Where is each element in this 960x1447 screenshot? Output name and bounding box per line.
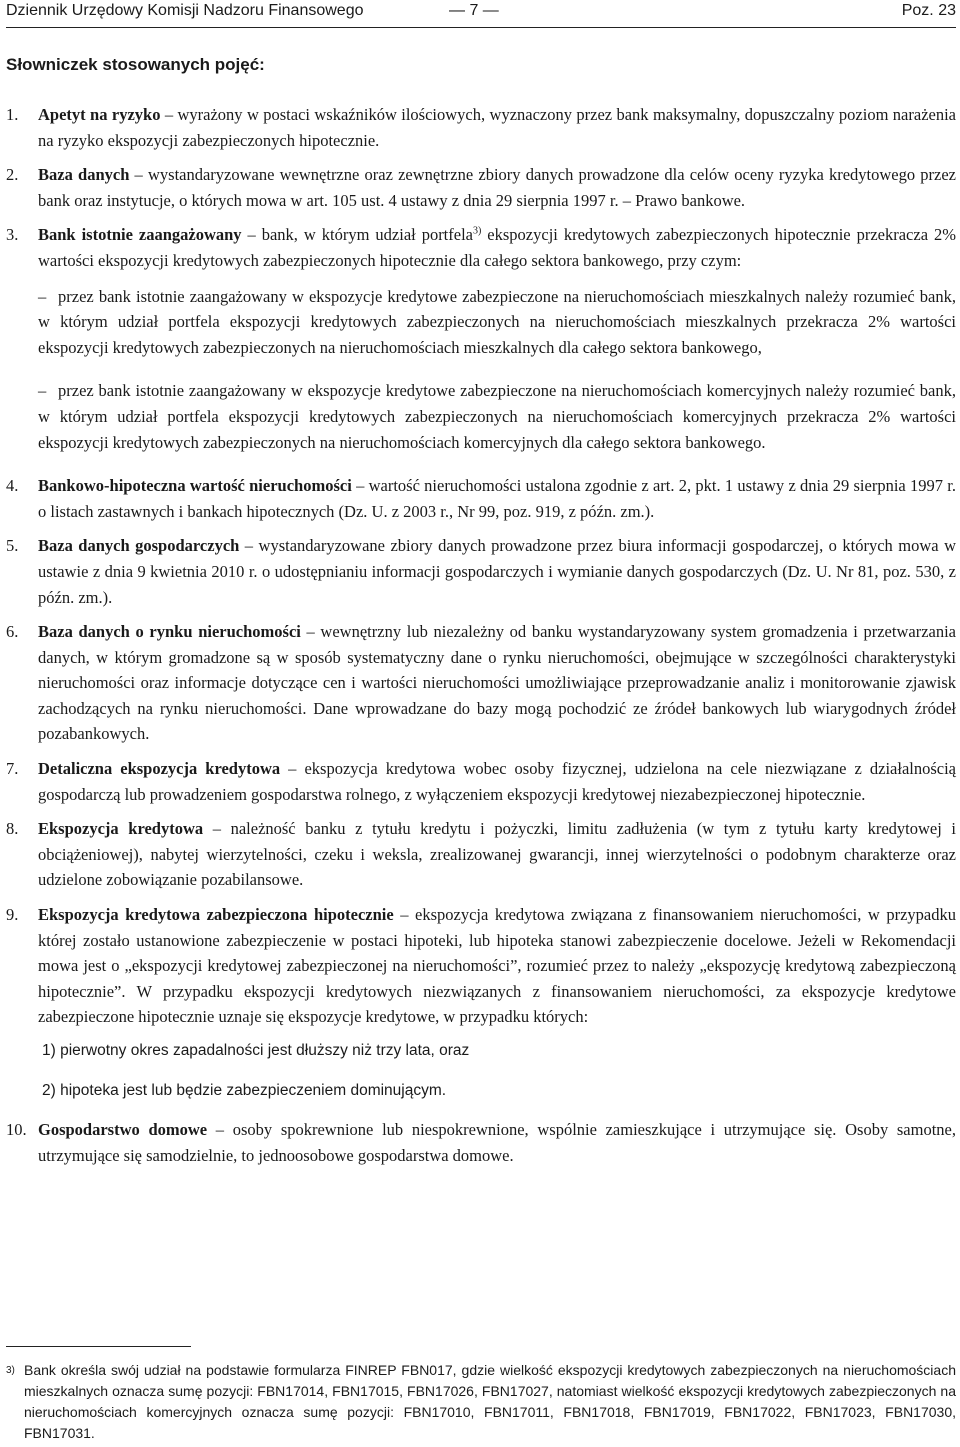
definition-item — [6, 756, 956, 807]
term: Apetyt na ryzyko — [38, 105, 161, 124]
item-number: 4. — [6, 476, 19, 496]
item-number: 2. — [6, 165, 19, 185]
definition-item — [6, 102, 956, 153]
term: Detaliczna ekspozycja kredytowa — [38, 759, 281, 779]
item-number: 3. — [6, 225, 19, 245]
item-number: 10. — [6, 1120, 27, 1140]
term: Gospodarstwo domowe — [38, 1120, 208, 1140]
term: Ekspozycja kredytowa zabezpieczona hipotecznie — [38, 905, 394, 925]
definition-item — [6, 222, 956, 455]
footnote-text: Bank określa swój udział na podstawie formularza FINREP FBN017, gdzie wielkość ekspozycji kredytowych zabezpieczonych na nieruchomościach mieszkalnych oznacza sumę pozycji: FBN17014, FBN17015, FBN17026, FBN17027, natomiast wielkość ekspozycji kredytowych zabezpieczonych na nieruchomościach komercyjnych oznacza sumę pozycji: FBN17010, FBN17011, FBN17018, FBN17019, FBN17022, FBN17023, FBN17030, FBN17031. — [24, 1362, 956, 1441]
section-title: Słowniczek stosowanych pojęć: — [6, 55, 265, 74]
page-number: — 7 — — [449, 2, 499, 19]
journal-title: Dziennik Urzędowy Komisji Nadzoru Finansowego — [6, 2, 364, 19]
definition-text: – należność banku z tytułu kredytu i pożyczki, limitu zadłużenia (w tym z tytułu karty kredytowej i obciążeniowej), nabytej wierzytelności, czeku i weksla, zrealizowanej gwarancji, innej wierzytelności o podobnym charakterze oraz udzielone zobowiązanie pozabilansowe. — [38, 819, 956, 890]
page-header — [6, 0, 956, 28]
definition-item — [6, 816, 956, 893]
dash-mark: – — [38, 286, 47, 306]
list-item-text: przez bank istotnie zaangażowany w ekspozycje kredytowe zabezpieczone na nieruchomościach komercyjnych należy rozumieć bank, w którym udział portfela ekspozycji kredytowych zabezpieczonych na nieruchomościach komercyjnych przekracza 2% wartości ekspozycji kredytowych zabezpieczonych na nieruchomościach komercyjnych dla całego sektora bankowego. — [38, 381, 956, 452]
dash-mark: – — [38, 381, 47, 401]
term: Bankowo-hipoteczna wartość nieruchomości — [38, 476, 352, 496]
item-number: 9. — [6, 905, 19, 925]
term: Baza danych o rynku nieruchomości — [38, 622, 301, 642]
term: Baza danych — [38, 165, 130, 185]
definition-text: – ekspozycja kredytowa związana z finansowaniem nieruchomości, w przypadku której zostało ustanowione zabezpieczenie w postaci hipoteki, lub hipoteka stanowi zabezpieczenie docelowe. Jeżeli w Rekomendacji mowa jest o „ekspozycji kredytowej zabezpieczonej na nieruchomości”, rozumieć przez to należy „ekspozycję kredytową zabezpieczoną hipotecznie”. W przypadku ekspozycji kredytowych niezwiązanych z finansowaniem nieruchomości, za ekspozycje kredytowe zabezpieczone hipotecznie uznaje się ekspozycje kredytowe, w przypadku których: — [38, 905, 956, 1027]
footnote-reference[interactable]: 3) — [473, 225, 482, 237]
list-item — [38, 378, 956, 455]
definition-text: – wewnętrzny lub niezależny od banku wystandaryzowany system gromadzenia i przetwarzania danych, w którym gromadzone są w sposób systematyczny dane o rynku nieruchomości, obejmujące w szczególności charakterystyki nieruchomości oraz informacje dotyczące cen i wartości nieruchomości umożliwiające przeprowadzanie analiz i monitorowanie zjawisk zachodzących na rynku nieruchomości. Dane wprowadzane do bazy mogą pochodzić ze źródeł bankowych lub wiarygodnych źródeł pozabankowych. — [38, 622, 956, 744]
dash-list — [38, 284, 956, 456]
term: Bank istotnie zaangażowany — [38, 225, 242, 245]
definitions-list — [6, 102, 956, 1177]
definition-item — [6, 473, 956, 524]
definition-item — [6, 162, 956, 213]
position-number: Poz. 23 — [901, 2, 956, 19]
definition-text: – ekspozycja kredytowa wobec osoby fizycznej, udzielona na cele niezwiązane z działalnością gospodarczą lub prowadzeniem gospodarstwa rolnego, z wyłączeniem ekspozycji kredytowej niezabezpieczonej hipotecznie. — [38, 759, 957, 804]
item-number: 8. — [6, 819, 19, 839]
definition-text: – wystandaryzowane wewnętrzne oraz zewnętrzne zbiory danych prowadzone dla celów oceny ryzyka kredytowego przez bank oraz instytucje, o których mowa w art. 105 ust. 4 ustawy z dnia 29 sierpnia 1997 r. – Prawo bankowe. — [38, 165, 956, 210]
definition-item — [6, 902, 956, 1103]
definition-text: – osoby spokrewnione lub niespokrewnione, wspólnie zamieszkujące i utrzymujące się. Osoby samotne, utrzymujące się samodzielnie, to jednoosobowe gospodarstwa domowe. — [38, 1120, 956, 1165]
footnote — [6, 1360, 956, 1444]
item-number: 7. — [6, 759, 19, 779]
definition-item — [6, 619, 956, 747]
definition-text: ekspozycji kredytowych zabezpieczonych hipotecznie przekracza 2% wartości ekspozycji kredytowych zabezpieczonych hipotecznie dla całego sektora bankowego, przy czym: — [38, 225, 956, 270]
definition-text: – wyrażony w postaci wskaźników ilościowych, wyznaczony przez bank maksymalny, dopuszczalny poziom narażenia na ryzyko ekspozycji zabezpieczonych hipotecznie. — [38, 105, 957, 150]
list-item-text: przez bank istotnie zaangażowany w ekspozycje kredytowe zabezpieczone na nieruchomościach mieszkalnych należy rozumieć bank, w którym udział portfela ekspozycji kredytowych zabezpieczonych na nieruchomościach mieszkalnych przekracza 2% wartości ekspozycji kredytowych zabezpieczonych na nieruchomościach mieszkalnych dla całego sektora bankowego, — [38, 286, 956, 357]
term: Ekspozycja kredytowa — [38, 819, 204, 839]
item-number: 1. — [6, 105, 19, 124]
definition-text: – bank, w którym udział portfela — [241, 225, 473, 245]
footnote-mark: 3) — [6, 1365, 15, 1376]
definition-item — [6, 1117, 956, 1168]
definition-text: – wystandaryzowane zbiory danych prowadzone przez biura informacji gospodarczej, o których mowa w ustawie z dnia 9 kwietnia 2010 r. o udostępnianiu informacji gospodarczych i wymianie danych gospodarczych (Dz. U. Nr 81, poz. 530, z późn. zm.). — [38, 536, 956, 607]
sub-list — [38, 1038, 956, 1103]
sub-list-item: 2) hipoteka jest lub będzie zabezpieczeniem dominującym. — [42, 1081, 447, 1099]
list-item — [38, 284, 956, 361]
definition-item — [6, 533, 956, 610]
item-number: 5. — [6, 536, 19, 556]
term: Baza danych gospodarczych — [38, 536, 240, 556]
footnote-divider — [6, 1346, 191, 1347]
sub-list-item: 1) pierwotny okres zapadalności jest dłuższy niż trzy lata, oraz — [42, 1042, 470, 1059]
item-number: 6. — [6, 622, 19, 642]
definition-text: – wartość nieruchomości ustalona zgodnie z art. 2, pkt. 1 ustawy z dnia 29 sierpnia 1997 r. o listach zastawnych i bankach hipotecznych (Dz. U. z 2003 r., Nr 99, poz. 919, z późn. zm.). — [38, 476, 957, 521]
